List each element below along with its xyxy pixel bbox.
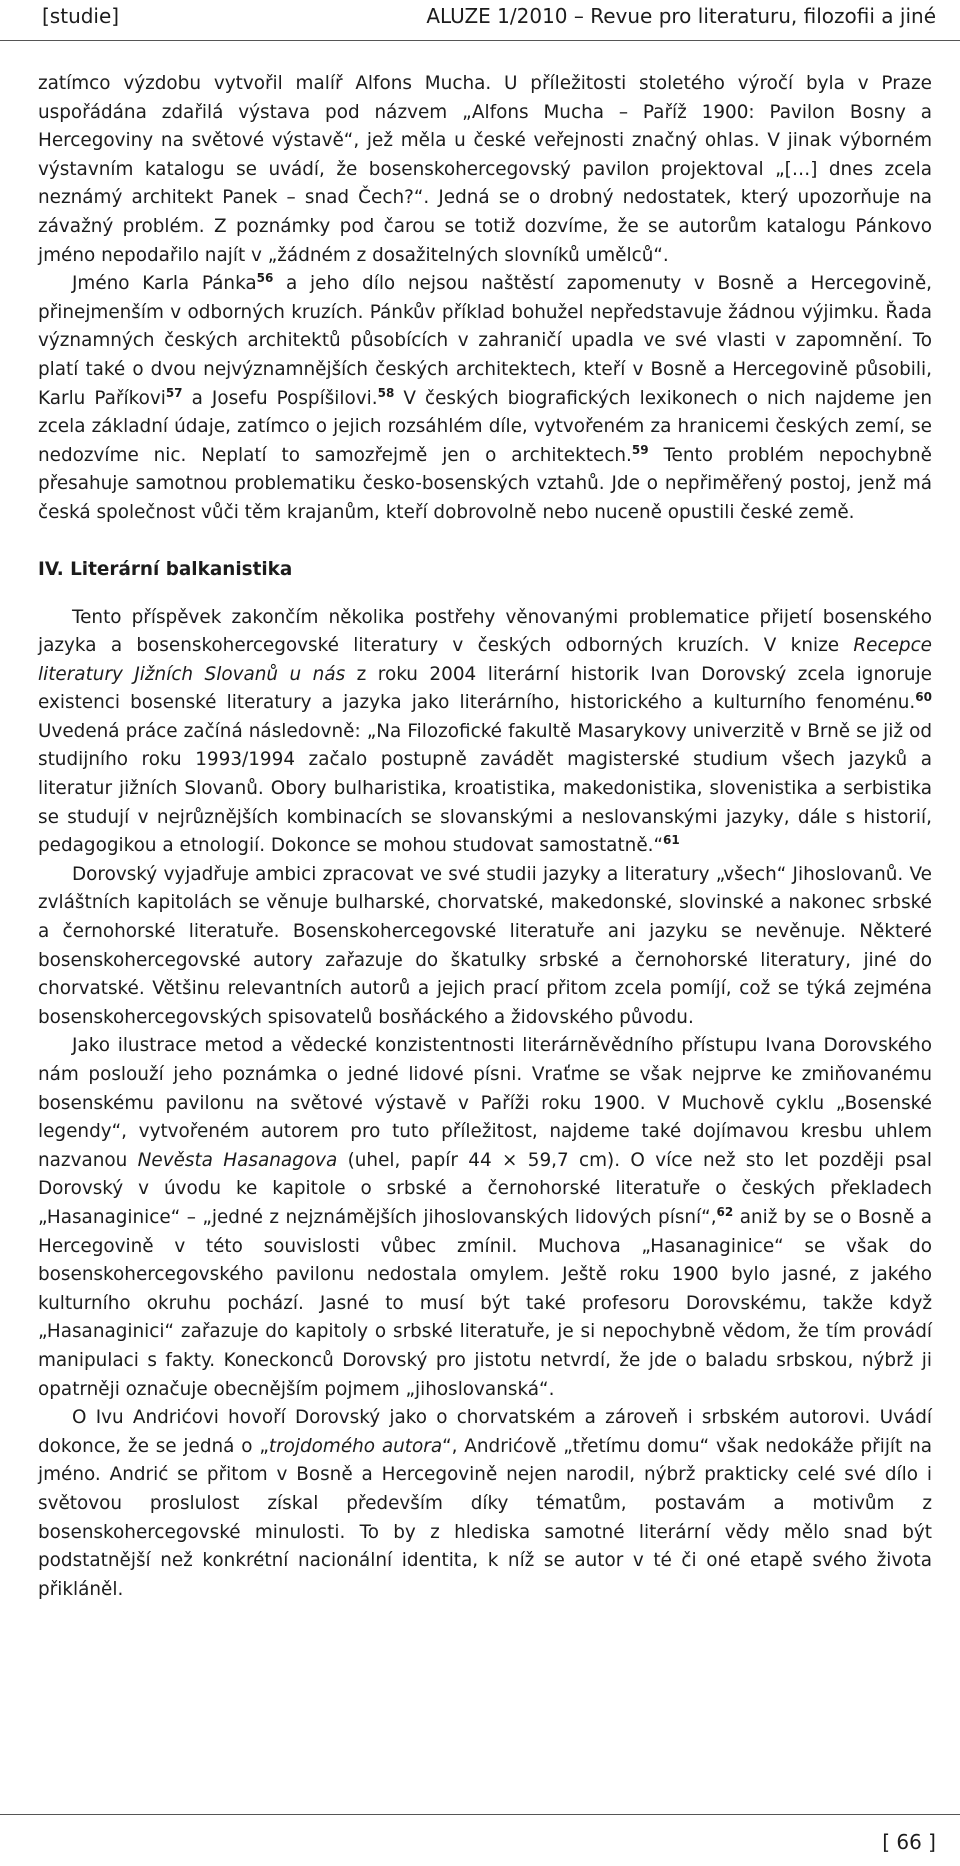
paragraph-4: Dorovský vyjadřuje ambici zpracovat ve své studii jazyky a literatury „všech“ Jihoslovanů. Ve zvláštních kapitolách se věnuje bulharské, chorvatské, makedonské, slovinské a nakonec srbské a černohorské literatuře. Bosenskohercegovské literatuře ani jazyku se nevěnuje. Některé bosenskohercegovské autory zařazuje do škatulky srbské a černohorské literatury, jiné do chorvatské. Většinu relevantních autorů a jejich prací přitom zcela pomíjí, což se týká zejména bosenskohercegovských spisovatelů bosňáckého a židovského původu. [38,863,932,1028]
footnote-ref-59[interactable]: 59 [631,442,649,457]
page-number: [ 66 ] [882,1830,936,1854]
footer-rule [0,1814,960,1815]
footnote-ref-60[interactable]: 60 [915,690,932,705]
paragraph-2: Jméno Karla Pánka$^{56}$ a jeho dílo nejsou naštěstí zapomenuty v Bosně a Hercegovině, přinejmenším v odborných kruzích. Pánkův příklad bohužel nepředstavuje žádnou výjimku. Řada významných českých architektů působících v zahraničí upadla ve své vlasti v zapomnění. To platí také o dvou nejvýznamnějších českých architektech, kteří v Bosně a Hercegovině působili, Karlu Paříkovi$^{57}$ a Josefu Pospíšilovi.$^{58}$ V českých biografických lexikonech o nich najdeme jen zcela základní údaje, zatímco o jejich rozsáhlém díle, vytvořeném za hranicemi českých zemí, se nedozvíme nic. Neplatí to samozřejmě jen o architektech.$^{59}$ Tento problém nepochybně přesahuje samotnou problematiku česko-bosenských vztahů. Jde o nepřiměřený postoj, jenž má česká společnost vůči těm krajanům, kteří dobrovolně nebo nuceně opustili české země. [38,271,932,523]
footnote-ref-57[interactable]: 57 [165,385,183,400]
journal-title: ALUZE 1/2010 – Revue pro literaturu, filozofii a jiné [426,4,936,28]
paragraph-6: O Ivu Andrićovi hovoří Dorovský jako o chorvatském a zároveň i srbském autorovi. Uvádí dokonce, že se jedná o „trojdomého autora“, Andrićově „třetímu domu“ však nedokáže přijít na jméno. Andrić se přitom v Bosně a Hercegovině nejen narodil, nýbrž prakticky celé své dílo i světovou proslulost získal především díky tématům, postavám a motivům z bosenskohercegovské minulosti. To by z hlediska samotné literární vědy mělo snad být podstatnější než konkrétní nacionální identita, k níž se autor v té či oné etapě svého života přikláněl. [38,1407,932,1600]
emphasis-phrase: trojdomého autora [268,1435,443,1457]
paragraph-1: zatímco výzdobu vytvořil malíř Alfons Mucha. U příležitosti stoletého výročí byla v Praze uspořádána zdařilá výstava pod názvem „Alfons Mucha – Paříž 1900: Pavilon Bosny a Hercegoviny na světové výstavě“, jež měla u české veřejnosti značný ohlas. V jinak výborném výstavním katalogu se uvádí, že bosenskohercegovský pavilon projektoval „[…] dnes zcela neznámý architekt Panek – snad Čech?“. Jedná se o drobný nedostatek, který upozorňuje na závažný problém. Z poznámky pod čarou se totiž dozvíme, že se autorům katalogu Pánkovo jméno nepodařilo najít v „žádném z dosažitelných slovníků umělců“. [38,73,932,266]
header-rule [0,40,960,41]
paragraph-5: Jako ilustrace metod a vědecké konzistentnosti literárněvědního přístupu Ivana Dorovského nám poslouží jeho poznámka o jedné lidové písni. Vraťme se však nejprve ke zmiňovanému bosenskému pavilonu na světové výstavě v Paříži roku 1900. V Muchově cyklu „Bosenské legendy“, vytvořeném autorem pro tuto příležitost, najdeme také dojímavou kresbu uhlem nazvanou Nevěsta Hasanagova (uhel, papír 44 × 59,7 cm). O více než sto let později psal Dorovský v úvodu ke kapitole o srbské a černohorské literatuře o českých překladech „Hasanaginice“ – „jedné z nejznámějších jihoslovanských lidových písní“,$^{62}$ aniž by se o Bosně a Hercegovině v této souvislosti vůbec zmínil. Muchova „Hasanaginice“ se však do bosenskohercegovského pavilonu nedostala omylem. Ještě roku 1900 bylo jasné, z jakého kulturního okruhu pochází. Jasné to musí být také profesoru Dorovskému, takže když „Hasanaginici“ zařazuje do kapitoly o srbské literatuře, je si nepochybně vědom, že tím provádí manipulaci s fakty. Koneckonců Dorovský pro jistotu netvrdí, že jde o baladu srbskou, nýbrž ji opatrněji označuje obecnějším pojmem „jihoslovanská“. [38,1035,932,1400]
footnote-ref-62[interactable]: 62 [716,1204,734,1219]
running-header [0,0,960,40]
footnote-ref-61[interactable]: 61 [663,833,680,848]
paragraph-3: Tento příspěvek zakončím několika postřehy věnovanými problematice přijetí bosenského jazyka a bosenskohercegovské literatury v českých odborných kruzích. V knize Recepce literatury Jižních Slovanů u nás z roku 2004 literární historik Ivan Dorovský zcela ignoruje existenci bosenské literatury a jazyka jako literárního, historického a kulturního fenoménu.$^{60}$ Uvedená práce začíná následovně: „Na Filozofické fakultě Masarykovy univerzitě v Brně se již od studijního roku 1993/1994 začalo postupně zavádět magisterské studium všech jazyků a literatur jižních Slovanů. Obory bulharistika, kroatistika, makedonistika, slovenistika a serbistika se studují v nejrůznějších kombinacích se slovanskými a neslovanskými jazyky, dále s historií, pedagogikou a etnologií. Dokonce se mohou studovat samostatně.“$^{61}$ [38,606,932,857]
section-tag: [studie] [42,4,120,28]
page-footer [0,1814,960,1866]
section-heading: IV. Literární balkanistika [38,558,293,580]
artwork-title: Nevěsta Hasanagova [137,1149,338,1171]
footnote-ref-56[interactable]: 56 [256,271,274,286]
book-title: Recepce literatury Jižních Slovanů u nás [38,635,932,685]
footnote-ref-58[interactable]: 58 [377,385,395,400]
article-body [38,70,932,1604]
